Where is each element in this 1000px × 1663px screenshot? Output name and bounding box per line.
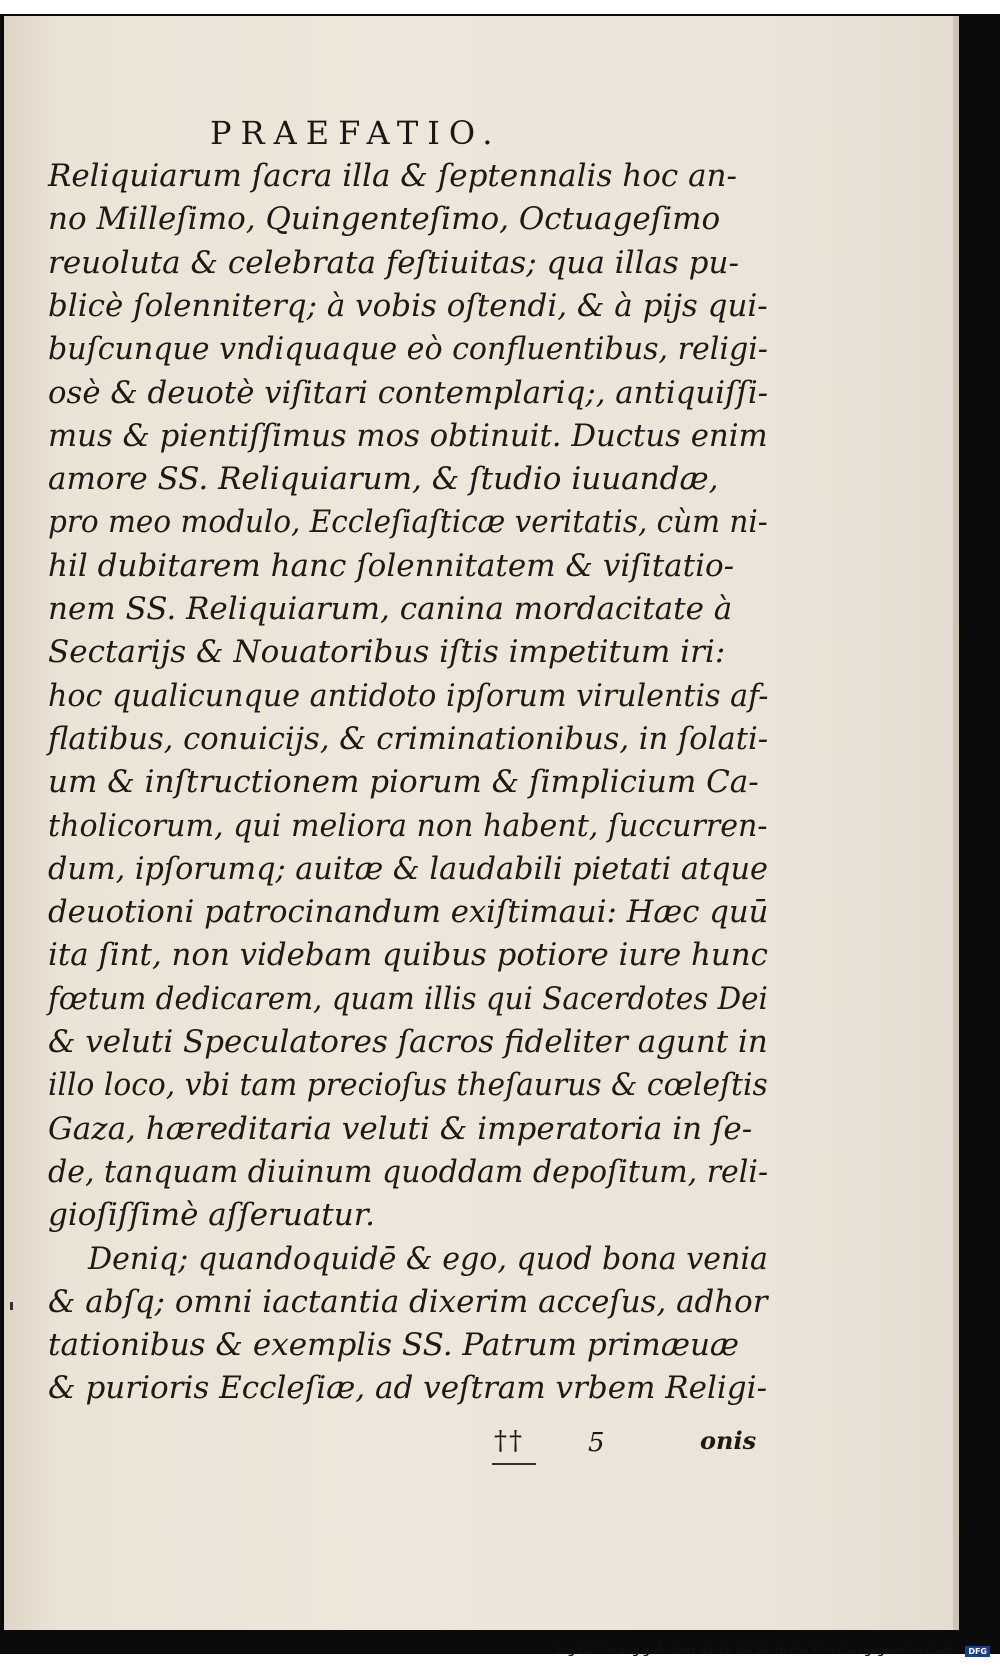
text-line: mus & pientiſſimus mos obtinuit. Ductus enim [48, 417, 768, 454]
text-line: dum, ipſorumq; auitæ & laudabili pietati atque [48, 850, 768, 887]
text-line: amore SS. Reliquiarum, & ſtudio iuuandæ, [48, 461, 719, 498]
text-line: nem SS. Reliquiarum, canina mordacitate à [48, 591, 733, 627]
text-line: fœtum dedicarem, quam illis qui Sacerdotes Dei [48, 980, 768, 1017]
text-line: reuoluta & celebrata feſtiuitas; qua illas pu- [48, 244, 739, 281]
catchword: onis [700, 1426, 757, 1455]
text-line: Gaza, hæreditaria veluti & imperatoria in ſe- [48, 1110, 753, 1147]
signature-number: 5 [588, 1428, 605, 1458]
text-line: Deniq; quandoquidē & ego, quod bona venia [88, 1240, 768, 1277]
text-line: um & inſtructionem piorum & ſimplicium Ca- [48, 764, 759, 801]
text-line: Sectarijs & Nouatoribus iſtis impetitum iri: [48, 634, 726, 671]
text-line: flatibus, conuicijs, & criminationibus, in ſolati- [48, 720, 769, 757]
book-page [4, 16, 959, 1630]
text-line: no Milleſimo, Quingenteſimo, Octuageſimo [48, 201, 721, 238]
dfg-logo: DFG [965, 1646, 990, 1657]
text-line: tholicorum, qui meliora non habent, ſuccurren- [48, 807, 768, 844]
digitization-credit [556, 1646, 990, 1657]
text-line: & purioris Eccleſiæ, ad veſtram vrbem Religi- [48, 1370, 768, 1407]
text-line: gioſiſſimè aſſeruatur. [48, 1197, 375, 1234]
text-line: blicè ſolenniterq; à vobis oſtendi, & à pijs qui- [48, 287, 768, 324]
text-line: deuotioni patrocinandum exiſtimaui: Hæc quū [48, 894, 769, 931]
text-line: hil dubitarem hanc ſolennitatem & viſitatio- [48, 547, 735, 584]
credit-text: Digitalisierung gefördert durch die Deutsche Forschungsgemeinschaft - [555, 1646, 962, 1657]
page-edge [953, 16, 959, 1630]
text-line: tationibus & exemplis SS. Patrum primæuæ [48, 1327, 740, 1364]
text-line: pro meo modulo, Eccleſiaſticæ veritatis, cùm ni- [48, 504, 768, 541]
text-line: buſcunque vndiquaque eò confluentibus, religi- [48, 331, 768, 368]
text-line: Reliquiarum ſacra illa & ſeptennalis hoc an- [48, 158, 737, 194]
text-line: osè & deuotè viſitari contemplariq;, antiquiſſi- [48, 374, 769, 411]
text-line: illo loco, vbi tam precioſus theſaurus & cœleſtis [48, 1067, 768, 1104]
text-line: hoc qualicunque antidoto ipſorum virulentis af- [48, 677, 769, 714]
text-line: ita ſint, non videbam quibus potiore iure hunc [48, 937, 768, 974]
text-line: de, tanquam diuinum quoddam depoſitum, reli- [48, 1153, 769, 1190]
margin-mark [10, 1302, 13, 1310]
signature-rule [492, 1463, 536, 1465]
signature-mark: †† [494, 1426, 524, 1456]
running-head: PRAEFATIO. [210, 114, 502, 152]
text-line: & abſq; omni iactantia dixerim acceſus, adhor [48, 1283, 768, 1320]
text-line: & veluti Speculatores ſacros fideliter agunt in [48, 1024, 768, 1060]
